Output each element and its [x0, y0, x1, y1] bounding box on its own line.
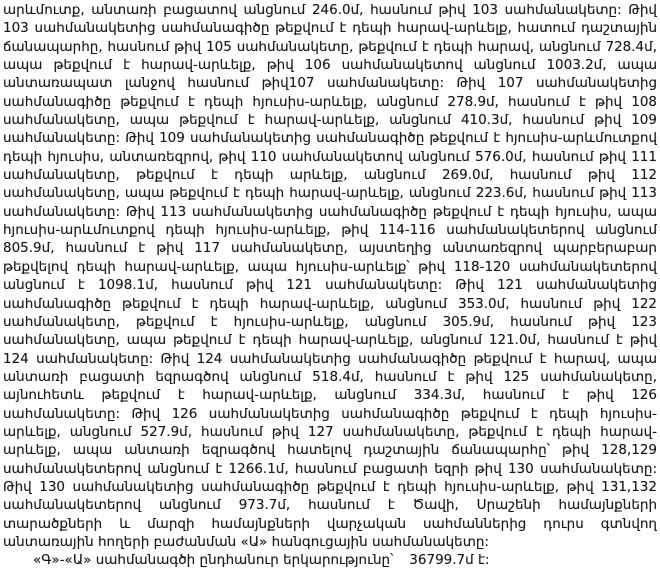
text-line: սահմանակետը, ապա թեքվում է դեպի հարավ-արևելք, անցնում 223.6մ, հասնում թիվ 113	[3, 185, 657, 202]
text-line: արևելք, ապա անտառի եզրագծով հատելով դաշտային ճանապարհը՝ թիվ 128,129	[3, 442, 657, 459]
text-line: սահմանակետը, ապա թեքվում է հարավ-արևելք, անցնում 410.3մ, հասնում թիվ 109	[3, 112, 657, 129]
text-line: սահմանակետը: Թիվ 126 սահմանակետից սահմանագիծը թեքվում է դեպի հյուսիս-	[3, 405, 657, 422]
total-length-label: «Գ»-«Ա» սահմանագծի ընդհանուր երկարությունը՝	[33, 552, 394, 569]
text-line: արևելք, անցնում 527.9մ, հասնում թիվ 127 սահմանակետը, թեքվում է դեպի հարավ-	[3, 423, 657, 440]
text-line: հյուսիս-արևմուտքով դեպի հյուսիս-արևելք, թիվ 114-116 սահմանակետերով անցնում	[3, 222, 657, 239]
text-line: սահմանակետը, թեքվում է հյուսիս-արևելք, անցնում 305.9մ, հասնում թիվ 123	[3, 313, 657, 330]
text-line: անտառապատ լանջով հասնում թիվ107 սահմանակետը: Թիվ 107 սահմանակետից	[3, 75, 657, 92]
boundary-description-paragraph	[3, 1, 657, 551]
text-line: սահմանակետը: Թիվ 109 սահմանակետից սահմանագիծը թեքվում է հյուսիս-արևմուտքով	[3, 130, 657, 147]
text-line: դեպի հյուսիս, անտառեզրով, թիվ 110 սահմանակետով անցնում 576.0մ, հասնում թիվ 111	[3, 148, 657, 165]
text-line: 124 սահմանակետը: Թիվ 124 սահմանակետից սահմանագիծը թեքվում է հարավ, ապա	[3, 350, 657, 367]
text-line: տարածքների և մարզի համայնքների վարչական սահմաններից դուրս գտնվող	[3, 515, 657, 532]
text-line: սահմանակետը, թեքվում է դեպի արևելք, անցնում 269.0մ, հասնում թիվ 112	[3, 167, 657, 184]
text-line: արևմուտք, անտառի բացատով անցնում 246.0մ, հասնում թիվ 103 սահմանակետը: Թիվ	[3, 2, 657, 18]
text-line: սահմանակետը, ապա թեքվում է դեպի հարավ-արևելք, անցնում 121.0մ, հասնում է թիվ	[3, 332, 657, 349]
text-line: 805.9մ, հասնում է թիվ 117 սահմանակետը, այստեղից անտառեզրով պարբերաբար	[3, 240, 657, 257]
text-line: անտառային հողերի բաժանման «Ա» հանգուցային սահմանակետը:	[3, 533, 489, 550]
text-line: ճանապարհը, հասնում թիվ 105 սահմանակետը, թեքվում է դեպի հարավ, անցնում 728.4մ,	[3, 38, 657, 55]
text-line: Թիվ 130 սահմանակետից սահմանագիծը թեքվում է դեպի հյուսիս-արևելք, թիվ 131,132	[3, 478, 657, 495]
total-length-line	[3, 551, 657, 569]
total-length-value: 36799.7մ է:	[409, 552, 490, 569]
text-line: 103 սահմանակետից սահմանագիծը թեքվում է դեպի հարավ-արևելք, հատում դաշտային	[3, 20, 657, 37]
text-line: ապա թեքվում է հարավ-արևելք, թիվ 106 սահմանակետով անցնում 1003.2մ, ապա	[3, 57, 657, 74]
text-line: թեքվելով դեպի հարավ-արևելք, ապա հյուսիս-արևելք՝ թիվ 118-120 սահմանակետերով	[3, 258, 657, 275]
text-line: այնուհետև թեքվում է հարավ-արևելք, անցնում 334.3մ, հասնում է թիվ 126	[3, 387, 657, 404]
text-line: սահմանագիծը թեքվում է դեպի հարավ-արևելք, անցնում 353.0մ, հասնում թիվ 122	[3, 295, 657, 312]
text-line: անտառի բացատի եզրագծով անցնում 518.4մ, հասնում է թիվ 125 սահմանակետը,	[3, 368, 657, 385]
text-line: սահմանակետերով անցնում է 1266.1մ, հասնում բացատի եզրի թիվ 130 սահմանակետը:	[3, 460, 657, 477]
text-line: սահմանակետը: Թիվ 113 սահմանակետից սահմանագիծը թեքվում է դեպի հյուսիս, ապա	[3, 203, 657, 220]
text-line: սահմանակետերով անցնում 973.7մ, հասնում է Ծավի, Սրաշենի համայնքների	[3, 497, 657, 514]
text-line: սահմանագիծը թեքվում է դեպի հյուսիս-արևելք, անցնում 278.9մ, հասնում է թիվ 108	[3, 93, 657, 110]
text-line: անցնում է 1098.1մ, հասնում թիվ 121 սահմանակետը: Թիվ 121 սահմանակետից	[3, 277, 657, 294]
